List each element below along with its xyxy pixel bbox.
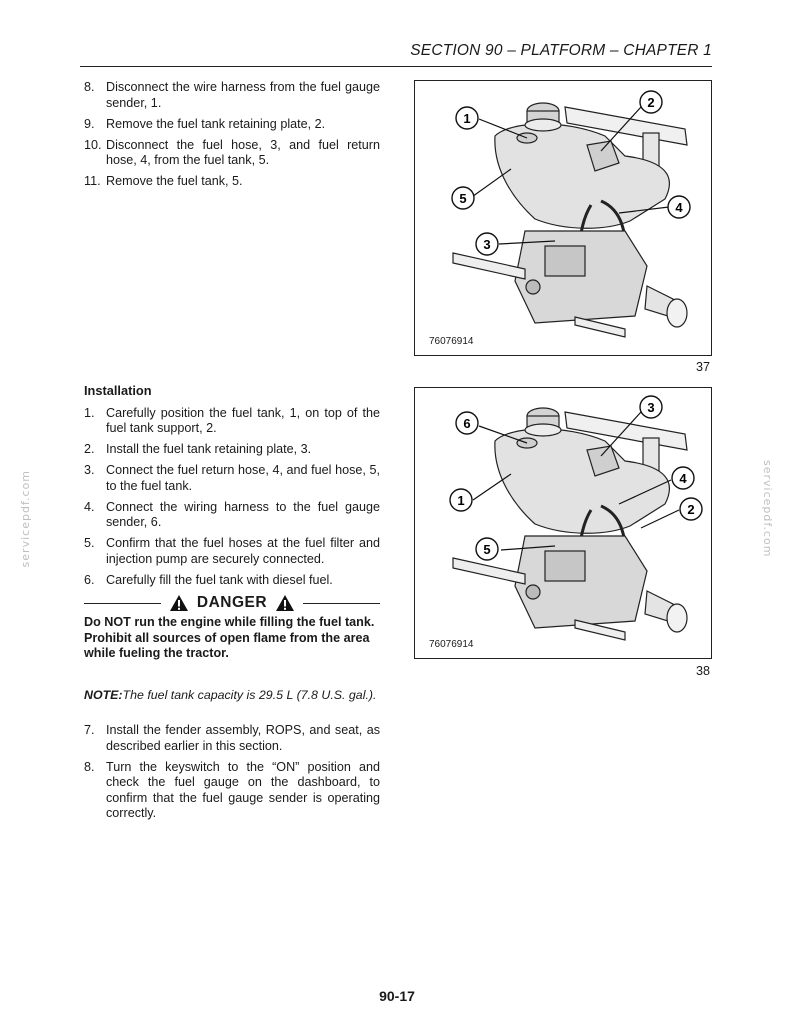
removal-steps-column bbox=[84, 80, 380, 195]
step-text: Connect the fuel return hose, 4, and fuel hose, 5, to the fuel tank. bbox=[106, 463, 380, 493]
step-text: Install the fuel tank retaining plate, 3. bbox=[106, 442, 312, 456]
callout-label: 5 bbox=[459, 191, 467, 206]
callout-label: 3 bbox=[647, 400, 655, 415]
divider bbox=[303, 603, 380, 604]
watermark-right: servicepdf.com bbox=[761, 460, 774, 558]
list-item bbox=[84, 760, 380, 822]
step-text: Confirm that the fuel hoses at the fuel filter and injection pump are securely connected. bbox=[106, 536, 380, 566]
list-item bbox=[84, 174, 380, 190]
danger-label: DANGER bbox=[196, 594, 268, 612]
step-text: Turn the keyswitch to the “ON” position and check the fuel gauge on the dashboard, to confirm that the fuel gauge sender is operating correctly. bbox=[106, 759, 380, 820]
step-number: 3. bbox=[84, 463, 95, 477]
step-number: 8. bbox=[84, 80, 95, 94]
callout-label: 5 bbox=[483, 542, 491, 557]
installation-heading: Installation bbox=[84, 383, 152, 398]
figure-number: 38 bbox=[695, 664, 710, 678]
callout-label: 2 bbox=[687, 502, 695, 517]
callout-label: 2 bbox=[647, 95, 655, 110]
step-text: Remove the fuel tank, 5. bbox=[106, 174, 243, 188]
step-text: Carefully position the fuel tank, 1, on top of the fuel tank support, 2. bbox=[106, 405, 380, 435]
list-item bbox=[84, 406, 380, 437]
note bbox=[84, 688, 380, 704]
figure-code: 76076914 bbox=[429, 336, 474, 347]
fuel-tank-illustration bbox=[415, 81, 711, 355]
note-label: NOTE: bbox=[84, 687, 123, 702]
callout-label: 6 bbox=[463, 416, 471, 431]
installation-later-steps-list bbox=[84, 723, 380, 822]
list-item bbox=[84, 442, 380, 458]
warning-triangle-icon bbox=[275, 594, 295, 612]
step-number: 5. bbox=[84, 536, 95, 550]
callout-label: 4 bbox=[679, 471, 687, 486]
watermark-left: servicepdf.com bbox=[19, 470, 32, 568]
removal-steps-list bbox=[84, 80, 380, 190]
figure-number: 37 bbox=[695, 360, 710, 374]
step-number: 10. bbox=[84, 137, 102, 152]
step-number: 9. bbox=[84, 116, 95, 131]
step-number: 6. bbox=[84, 572, 95, 587]
figure-code: 76076914 bbox=[429, 639, 474, 650]
step-text: Remove the fuel tank retaining plate, 2. bbox=[106, 116, 326, 131]
header-rule bbox=[80, 66, 712, 67]
step-text: Disconnect the wire harness from the fuel gauge sender, 1. bbox=[106, 80, 380, 110]
fuel-tank-illustration bbox=[415, 388, 711, 658]
list-item bbox=[84, 573, 380, 589]
step-number: 11. bbox=[84, 174, 101, 188]
step-number: 7. bbox=[84, 723, 95, 737]
list-item bbox=[84, 536, 380, 567]
list-item bbox=[84, 500, 380, 531]
divider bbox=[84, 603, 161, 604]
callout-label: 1 bbox=[463, 111, 471, 126]
danger-text: Do NOT run the engine while filling the fuel tank. Prohibit all sources of open flame from the area while fueling the tractor. bbox=[84, 615, 375, 660]
step-text: Disconnect the fuel hose, 3, and fuel return hose, 4, from the fuel tank, 5. bbox=[106, 137, 380, 167]
list-item bbox=[84, 138, 380, 169]
callout-label: 3 bbox=[483, 237, 491, 252]
step-number: 1. bbox=[84, 405, 95, 420]
figure-37 bbox=[414, 80, 712, 356]
installation-column bbox=[84, 383, 380, 827]
callout-label: 4 bbox=[675, 200, 683, 215]
note-text: The fuel tank capacity is 29.5 L (7.8 U.S. gal.). bbox=[122, 687, 377, 702]
step-number: 4. bbox=[84, 499, 95, 514]
section-header: SECTION 90 – PLATFORM – CHAPTER 1 bbox=[410, 42, 712, 59]
step-number: 2. bbox=[84, 442, 95, 456]
list-item bbox=[84, 463, 380, 494]
step-text: Connect the wiring harness to the fuel gauge sender, 6. bbox=[106, 499, 380, 529]
warning-triangle-icon bbox=[169, 594, 189, 612]
callout-label: 1 bbox=[457, 493, 465, 508]
list-item bbox=[84, 80, 380, 111]
step-number: 8. bbox=[84, 759, 95, 774]
danger-banner bbox=[84, 594, 380, 612]
installation-steps-list bbox=[84, 406, 380, 589]
list-item bbox=[84, 117, 380, 133]
page-number: 90-17 bbox=[379, 988, 415, 1004]
step-text: Install the fender assembly, ROPS, and seat, as described earlier in this section. bbox=[106, 723, 380, 753]
step-text: Carefully fill the fuel tank with diesel fuel. bbox=[106, 572, 333, 587]
figure-38 bbox=[414, 387, 712, 659]
list-item bbox=[84, 723, 380, 754]
